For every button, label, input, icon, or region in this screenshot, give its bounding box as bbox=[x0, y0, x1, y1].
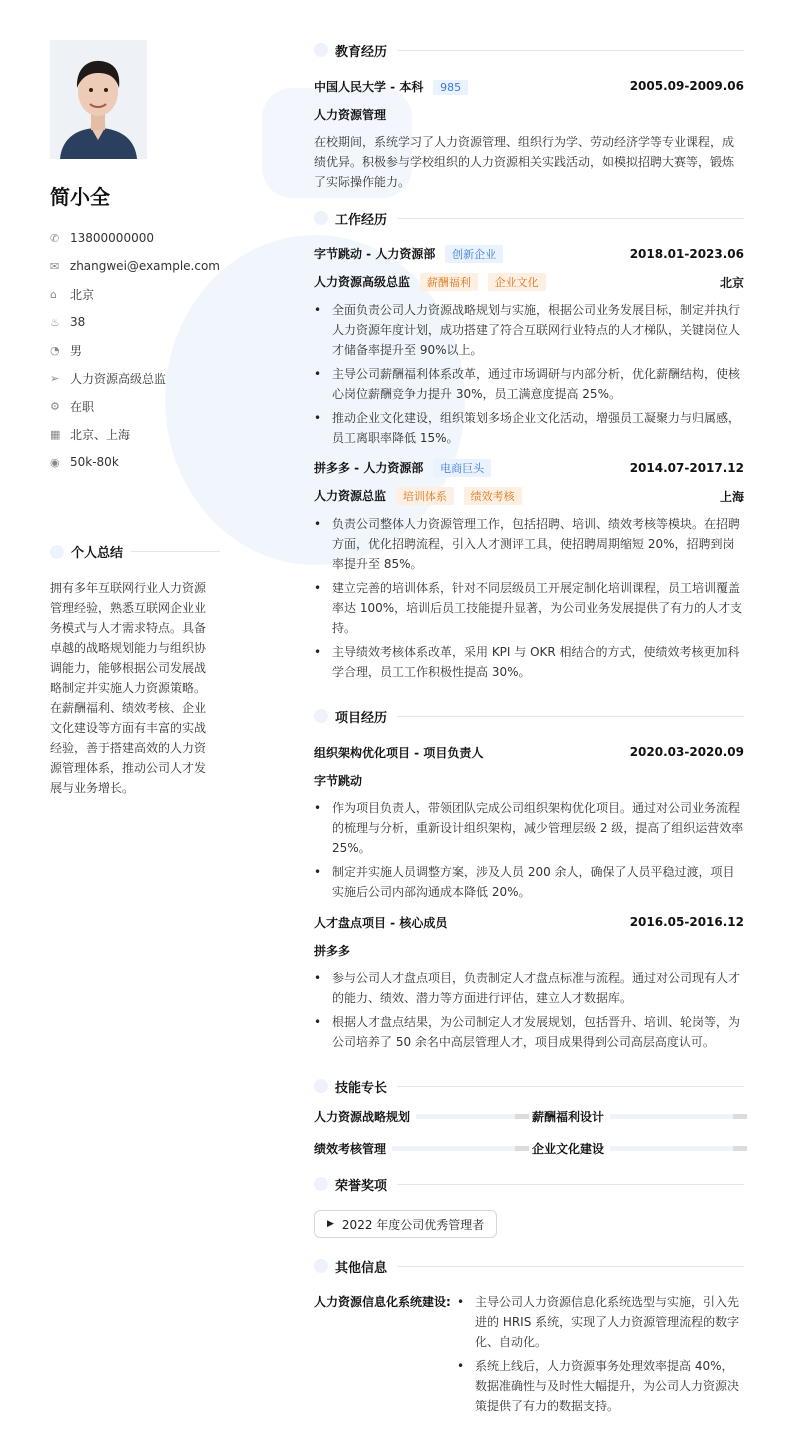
divider bbox=[397, 1086, 744, 1087]
list-item: • 根据人才盘点结果，为公司制定人才发展规划，包括晋升、培训、轮岗等，为公司培养了 50 余名中高层管理人才，项目成果得到公司高层高度认可。 bbox=[314, 1012, 744, 1052]
role-tag: 企业文化 bbox=[488, 273, 546, 291]
project-item bbox=[314, 912, 744, 1052]
divider bbox=[397, 1266, 744, 1267]
work-location: 北京 bbox=[719, 275, 744, 290]
salary-value: 50k-80k bbox=[70, 455, 119, 469]
award-toggle-button[interactable] bbox=[314, 1210, 497, 1238]
skill-bar bbox=[416, 1114, 529, 1119]
contact-row-email bbox=[50, 252, 220, 280]
work-company-row bbox=[314, 244, 744, 264]
divider bbox=[397, 50, 744, 51]
work-item bbox=[314, 244, 744, 448]
project-org-row bbox=[314, 770, 744, 790]
education-date: 2005.09-2009.06 bbox=[629, 79, 744, 93]
phone-icon: ✆ bbox=[50, 231, 60, 245]
project-name: 人才盘点项目 - 核心成员 bbox=[314, 915, 448, 930]
skills-title: 技能专长 bbox=[335, 1080, 388, 1096]
company-name: 字节跳动 - 人力资源部 bbox=[314, 247, 436, 261]
skill-name: 绩效考核管理 bbox=[314, 1141, 387, 1156]
awards-title: 荣誉奖项 bbox=[335, 1178, 388, 1194]
project-row bbox=[314, 742, 744, 762]
list-item: • 负责公司整体人力资源管理工作，包括招聘、培训、绩效考核等模块。在招聘方面，优化招聘流程，引入人才测评工具，使招聘周期缩短 20%，招聘到岗率提升至 85%。 bbox=[314, 514, 744, 574]
email-value: zhangwei@example.com bbox=[69, 259, 220, 273]
skills-grid bbox=[314, 1100, 751, 1164]
work-role-row bbox=[314, 272, 744, 292]
other-bullets bbox=[457, 1292, 744, 1420]
candidate-name: 简小全 bbox=[50, 185, 110, 209]
awards-list bbox=[314, 1210, 744, 1238]
section-dot-icon bbox=[314, 43, 328, 57]
other-title: 其他信息 bbox=[335, 1260, 388, 1276]
skill-name: 企业文化建设 bbox=[532, 1141, 605, 1156]
major-row bbox=[314, 104, 744, 124]
contact-row-position bbox=[50, 364, 220, 392]
list-item: • 主导绩效考核体系改革，采用 KPI 与 OKR 相结合的方式，使绩效考核更加科学合理，员工工作积极性提高 30%。 bbox=[314, 642, 744, 682]
education-title: 教育经历 bbox=[335, 44, 388, 60]
list-item: • 推动企业文化建设，组织策划多场企业文化活动，增强员工凝聚力与归属感，员工离职率降低 15%。 bbox=[314, 408, 744, 448]
education-row bbox=[314, 76, 744, 96]
work-date: 2014.07-2017.12 bbox=[629, 461, 744, 475]
summary-header bbox=[50, 542, 220, 561]
contact-row-status bbox=[50, 392, 220, 420]
awards-header bbox=[314, 1174, 744, 1194]
divider bbox=[397, 218, 744, 219]
phone-value: 13800000000 bbox=[70, 231, 154, 245]
summary-text: 拥有多年互联网行业人力资源管理经验，熟悉互联网企业业务模式与人才需求特点。具备卓越的战略规划能力与组织协调能力，能够根据公司发展战略制定并实施人力资源策略。在薪酬福利、绩效考核、企业文化建设等方面有丰富的实战经验，善于搭建高效的人力资源管理体系，推动公司人才发展与业务增长。 bbox=[50, 581, 207, 795]
work-location: 上海 bbox=[719, 489, 744, 504]
major: 人力资源管理 bbox=[314, 107, 387, 122]
home-icon: ⌂ bbox=[50, 287, 57, 301]
cake-icon: ♨ bbox=[50, 315, 60, 329]
gender-icon: ◔ bbox=[50, 343, 60, 357]
caret-right-icon: ▶ bbox=[327, 1219, 334, 1229]
status-icon: ⚙ bbox=[50, 399, 60, 413]
skill-bar bbox=[392, 1146, 529, 1151]
education-desc: 在校期间，系统学习了人力资源管理、组织行为学、劳动经济学等专业课程，成绩优异。积极参与学校组织的人力资源相关实践活动，如模拟招聘大赛等，锻炼了实际操作能力。 bbox=[314, 135, 735, 189]
projects-header bbox=[314, 706, 744, 726]
contact-row-gender bbox=[50, 336, 220, 364]
project-name: 组织架构优化项目 - 项目负责人 bbox=[314, 745, 484, 760]
contact-info bbox=[50, 224, 220, 476]
education-header bbox=[314, 40, 744, 60]
list-item: • 主导公司薪酬福利体系改革，通过市场调研与内部分析，优化薪酬结构，使核心岗位薪酬竞争力提升 30%，员工满意度提高 25%。 bbox=[314, 364, 744, 404]
skill-bar bbox=[610, 1114, 747, 1119]
divider bbox=[397, 1184, 744, 1185]
work-date: 2018.01-2023.06 bbox=[629, 247, 744, 261]
send-icon: ➢ bbox=[50, 371, 60, 385]
other-item bbox=[314, 1292, 744, 1420]
project-row bbox=[314, 912, 744, 932]
role-name: 人力资源高级总监 bbox=[314, 275, 411, 289]
work-bullets bbox=[314, 514, 744, 682]
project-item bbox=[314, 742, 744, 902]
work-bullets bbox=[314, 300, 744, 448]
skills-header bbox=[314, 1076, 744, 1096]
building-icon: ▦ bbox=[50, 427, 61, 441]
age-value: 38 bbox=[70, 315, 86, 329]
main-content bbox=[314, 40, 744, 1420]
work-item bbox=[314, 458, 744, 682]
work-title: 工作经历 bbox=[335, 212, 388, 228]
section-dot-icon bbox=[314, 1079, 328, 1093]
company-tag: 电商巨头 bbox=[433, 459, 491, 477]
salary-icon: ◉ bbox=[50, 455, 60, 469]
section-dot-icon bbox=[314, 709, 328, 723]
contact-row-city bbox=[50, 280, 220, 308]
divider bbox=[397, 716, 744, 717]
mail-icon: ✉ bbox=[50, 259, 60, 273]
role-tag: 薪酬福利 bbox=[420, 273, 478, 291]
profile-photo bbox=[50, 40, 147, 159]
list-item: • 全面负责公司人力资源战略规划与实施，根据公司业务发展目标，制定并执行人力资源年度计划，成功搭建了符合互联网行业特点的人才梯队，关键岗位人才储备率提升至 90%以上。 bbox=[314, 300, 744, 360]
project-org-row bbox=[314, 940, 744, 960]
sidebar bbox=[50, 40, 220, 476]
list-item: • 系统上线后，人力资源事务处理效率提高 40%，数据准确性与及时性大幅提升，为公司人力资源决策提供了有力的数据支持。 bbox=[457, 1356, 744, 1416]
summary-title: 个人总结 bbox=[71, 546, 124, 561]
school-tag: 985 bbox=[433, 80, 468, 95]
skill-item bbox=[532, 1100, 750, 1132]
section-dot-icon bbox=[50, 545, 64, 559]
role-tag: 培训体系 bbox=[396, 487, 454, 505]
skill-bar bbox=[610, 1146, 747, 1151]
contact-row-age bbox=[50, 308, 220, 336]
divider bbox=[131, 551, 220, 552]
other-label: 人力资源信息化系统建设: bbox=[314, 1295, 451, 1309]
award-label: 2022 年度公司优秀管理者 bbox=[341, 1217, 485, 1232]
gender-value: 男 bbox=[70, 343, 83, 358]
position-value: 人力资源高级总监 bbox=[70, 371, 167, 386]
skill-item bbox=[314, 1100, 532, 1132]
project-date: 2016.05-2016.12 bbox=[629, 915, 744, 929]
list-item: • 主导公司人力资源信息化系统选型与实施，引入先进的 HRIS 系统，实现了人力资源管理流程的数字化、自动化。 bbox=[457, 1292, 744, 1352]
section-dot-icon bbox=[314, 1177, 328, 1191]
project-date: 2020.03-2020.09 bbox=[629, 745, 744, 759]
contact-row-phone bbox=[50, 224, 220, 252]
company-name: 拼多多 - 人力资源部 bbox=[314, 461, 424, 475]
status-value: 在职 bbox=[70, 399, 95, 414]
contact-row-target-city bbox=[50, 420, 220, 448]
skill-item bbox=[532, 1132, 750, 1164]
list-item: • 建立完善的培训体系，针对不同层级员工开展定制化培训课程，员工培训覆盖率达 100%，培训后员工技能提升显著，为公司业务发展提供了有力的人才支持。 bbox=[314, 578, 744, 638]
company-tag: 创新企业 bbox=[445, 245, 503, 263]
project-org: 字节跳动 bbox=[314, 773, 363, 788]
list-item: • 作为项目负责人，带领团队完成公司组织架构优化项目。通过对公司业务流程的梳理与分析，重新设计组织架构，减少管理层级 2 级，提高了组织运营效率 25%。 bbox=[314, 798, 744, 858]
contact-row-salary bbox=[50, 448, 220, 476]
section-dot-icon bbox=[314, 211, 328, 225]
project-bullets bbox=[314, 968, 744, 1052]
section-dot-icon bbox=[314, 1259, 328, 1273]
work-role-row bbox=[314, 486, 744, 506]
city-value: 北京 bbox=[70, 287, 95, 302]
work-header bbox=[314, 208, 744, 228]
skill-item bbox=[314, 1132, 532, 1164]
list-item: • 参与公司人才盘点项目，负责制定人才盘点标准与流程。通过对公司现有人才的能力、绩效、潜力等方面进行评估，建立人才数据库。 bbox=[314, 968, 744, 1008]
target-city-value: 北京、上海 bbox=[70, 427, 131, 442]
skill-name: 薪酬福利设计 bbox=[532, 1109, 605, 1124]
project-bullets bbox=[314, 798, 744, 902]
role-name: 人力资源总监 bbox=[314, 489, 387, 503]
project-org: 拼多多 bbox=[314, 943, 351, 958]
skill-name: 人力资源战略规划 bbox=[314, 1109, 411, 1124]
work-company-row bbox=[314, 458, 744, 478]
role-tag: 绩效考核 bbox=[464, 487, 522, 505]
other-header bbox=[314, 1256, 744, 1276]
school-name: 中国人民大学 - 本科 bbox=[314, 79, 424, 94]
projects-title: 项目经历 bbox=[335, 710, 388, 726]
list-item: • 制定并实施人员调整方案，涉及人员 200 余人，确保了人员平稳过渡，项目实施后公司内部沟通成本降低 20%。 bbox=[314, 862, 744, 902]
